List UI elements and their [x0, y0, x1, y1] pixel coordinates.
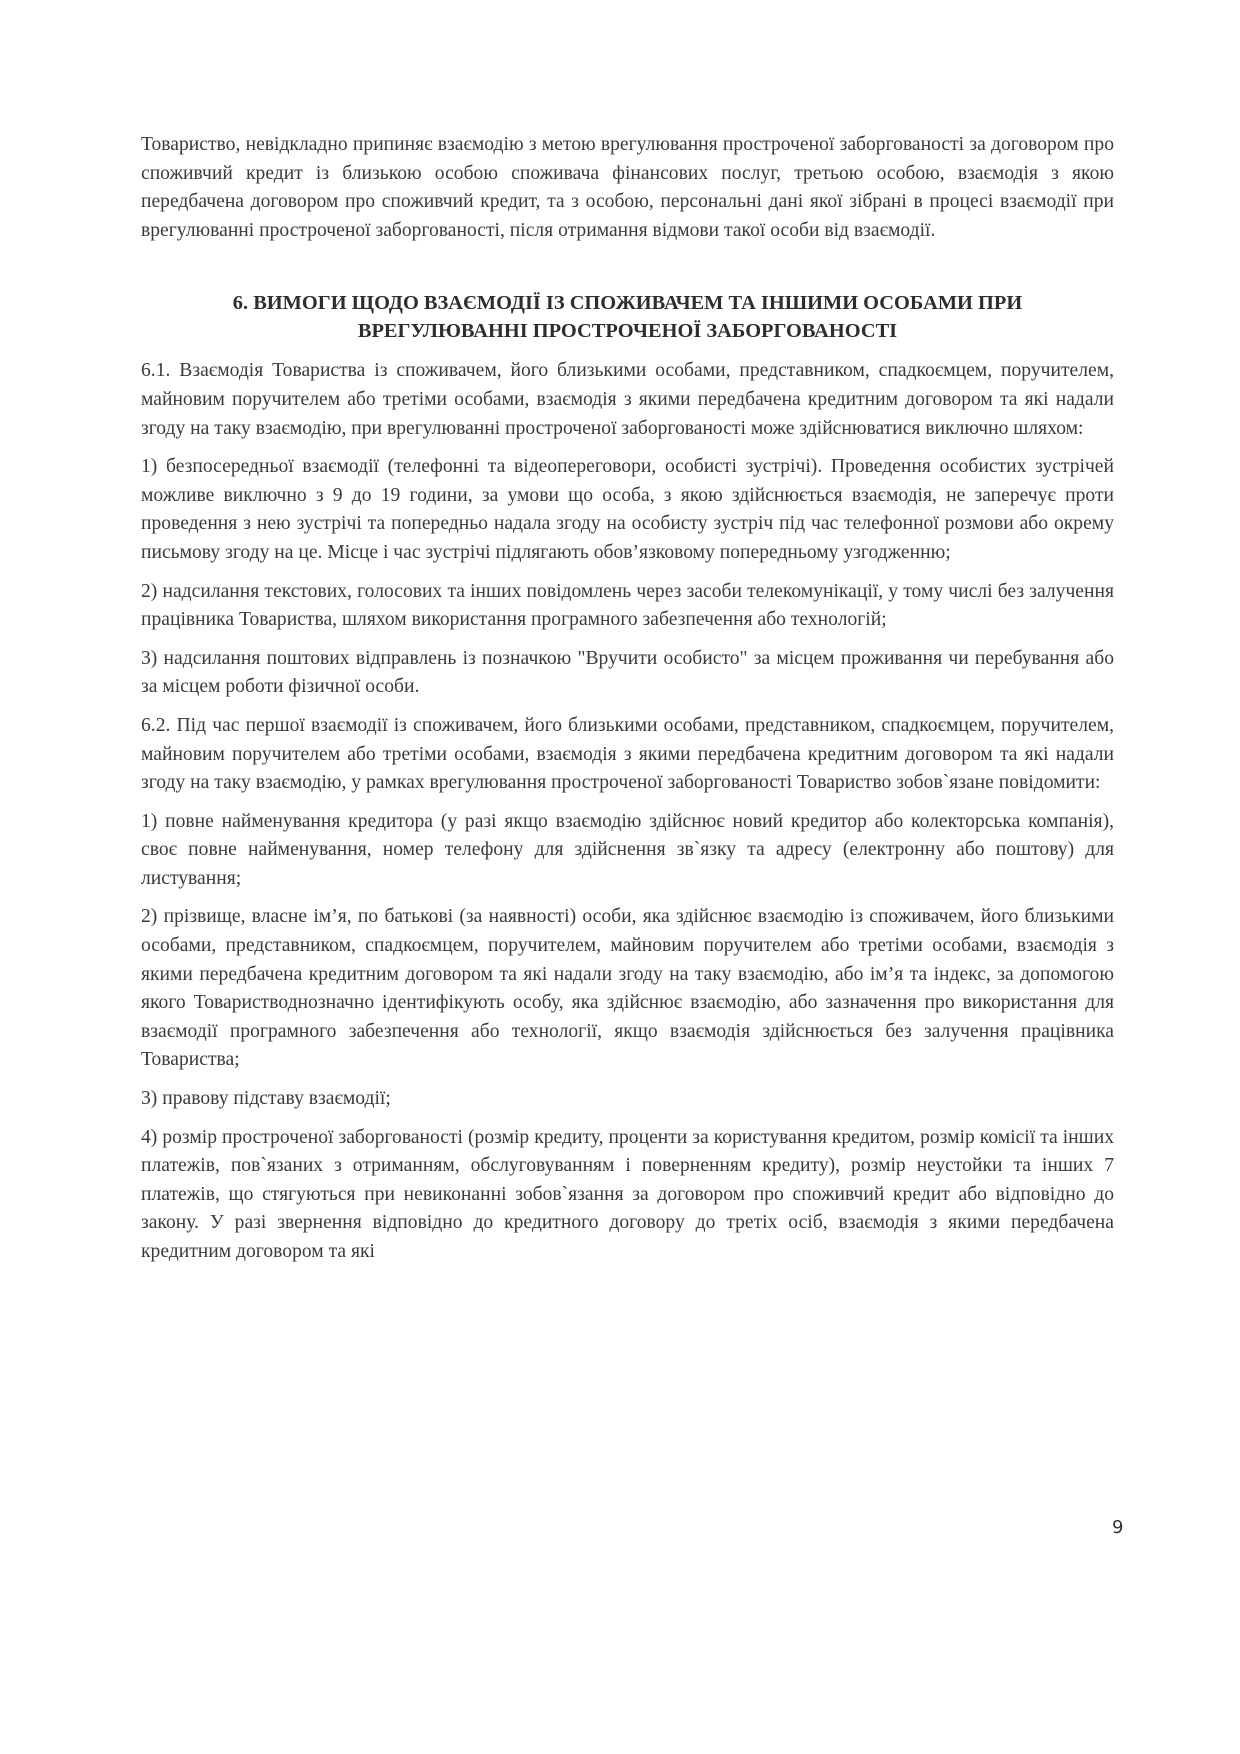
paragraph-6-2-item-2: 2) прізвище, власне ім’я, по батькові (за наявності) особи, яка здійснює взаємодію із споживачем, його близькими особами, представником, спадкоємцем, поручителем, майновим поручителем або третіми особами, взаємодія з якими передбачена кредитним договором та які надали згоду на таку взаємодію, або ім’я та індекс, за допомогою якого Товаристводнозначно ідентифікують особу, яка здійснює взаємодію, або зазначення про використання для взаємодії програмного забезпечення або технології, якщо взаємодія здійснюється без залучення працівника Товариства;: [141, 906, 1114, 1071]
section-heading: [141, 289, 1114, 345]
paragraph-6-1: 6.1. Взаємодія Товариства із споживачем, його близькими особами, представником, спадкоємцем, поручителем, майновим поручителем або третіми особами, взаємодія з якими передбачена кредитним договором та які надали згоду на таку взаємодію, при врегулюванні простроченої заборгованості може здійснюватися виключно шляхом:: [141, 360, 1114, 439]
paragraph-6-2-item-4: 4) розмір простроченої заборгованості (розмір кредиту, проценти за користування кредитом, розмір комісії та інших платежів, пов`язаних з отриманням, обслуговуванням і поверненням кредиту), розмір неустойки та інших 7 платежів, що стягуються при невиконанні зобов`язання за договором про споживчий кредит або відповідно до закону. У разі звернення відповідно до кредитного договору до третіх осіб, взаємодія з якими передбачена кредитним договором та які: [141, 1126, 1114, 1262]
paragraph-6-1-item-1: 1) безпосередньої взаємодії (телефонні та відеопереговори, особисті зустрічі). Проведення особистих зустрічей можливе виключно з 9 до 19 години, за умови що особа, з якою здійснюється взаємодія, не заперечує проти проведення з нею зустрічі та попередньо надала згоду на особисту зустріч під час телефонної розмови або окрему письмову згоду на це. Місце і час зустрічі підлягають обов’язковому попередньому узгодженню;: [141, 456, 1114, 563]
paragraph-6-1-item-2: 2) надсилання текстових, голосових та інших повідомлень через засоби телекомунікації, у тому числі без залучення працівника Товариства, шляхом використання програмного забезпечення або технологій;: [141, 580, 1114, 631]
paragraph-6-2-item-1: 1) повне найменування кредитора (у разі якщо взаємодію здійснює новий кредитор або колекторська компанія), своє повне найменування, номер телефону для здійснення зв`язку та адресу (електронну або поштову) для листування;: [141, 810, 1114, 889]
section-heading-line-2: ВРЕГУЛЮВАННІ ПРОСТРОЧЕНОЇ ЗАБОРГОВАНОСТІ: [357, 320, 898, 343]
paragraph-6-2-item-3: 3) правову підставу взаємодії;: [141, 1088, 391, 1110]
intro-paragraph: Товариство, невідкладно припиняє взаємодію з метою врегулювання простроченої заборгованості за договором про споживчий кредит із близькою особою споживача фінансових послуг, третьою особою, взаємодія з якою передбачена договором про споживчий кредит, та з особою, персональні дані якої зібрані в процесі взаємодії при врегулюванні простроченої заборгованості, після отримання відмови такої особи від взаємодії.: [141, 134, 1114, 241]
paragraph-6-2: 6.2. Під час першої взаємодії із споживачем, його близькими особами, представником, спадкоємцем, поручителем, майновим поручителем або третіми особами, взаємодія з якими передбачена кредитним договором та які надали згоду на таку взаємодію, у рамках врегулювання простроченої заборгованості Товариство зобов`язане повідомити:: [141, 714, 1114, 794]
page-number: 9: [1112, 1517, 1124, 1538]
section-heading-line-1: 6. ВИМОГИ ЩОДО ВЗАЄМОДІЇ ІЗ СПОЖИВАЧЕМ ТА ІНШИМИ ОСОБАМИ ПРИ: [232, 292, 1023, 315]
paragraph-6-1-item-3: 3) надсилання поштових відправлень із позначкою "Вручити особисто" за місцем проживання чи перебування або за місцем роботи фізичної особи.: [141, 647, 1114, 698]
document-page: [141, 131, 1114, 1277]
